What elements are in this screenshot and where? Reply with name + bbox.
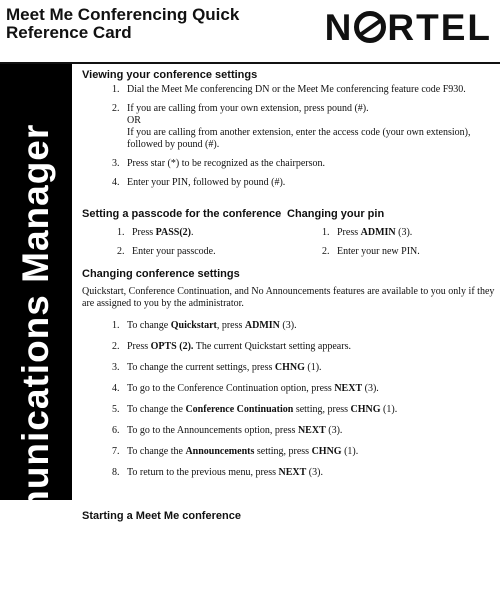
- step-number: 2.: [117, 246, 125, 257]
- key-label: NEXT: [278, 467, 307, 478]
- step-text: To return to the previous menu, press: [127, 467, 279, 478]
- list-item: [82, 103, 496, 151]
- key-label: PASS(2): [155, 227, 191, 238]
- list-item: [82, 446, 496, 458]
- step-text: Press star (*) to be recognized as the chairperson.: [127, 158, 325, 169]
- step-number: 2.: [112, 341, 120, 352]
- step-text: To go to the Conference Continuation option, press: [127, 383, 335, 394]
- step-number: 2.: [322, 246, 330, 257]
- section-title: Changing conference settings: [82, 268, 240, 280]
- step-list: [82, 320, 496, 479]
- key-label: NEXT: [334, 383, 363, 394]
- sidebar-banner: [0, 64, 72, 608]
- step-list: [287, 227, 492, 258]
- key-label: OPTS: [150, 341, 177, 352]
- section-title: Starting a Meet Me conference: [82, 510, 241, 522]
- key-label: NEXT: [297, 425, 326, 436]
- step-text: To change the current settings, press: [127, 362, 275, 373]
- step-number: 1.: [117, 227, 125, 238]
- list-item: [82, 84, 496, 96]
- list-item: [82, 383, 496, 395]
- list-item: [82, 362, 496, 374]
- step-number: 4.: [112, 177, 120, 188]
- step-text: Dial the Meet Me conferencing DN or the Meet Me conferencing feature code F930.: [127, 84, 466, 95]
- page-title: [6, 6, 306, 42]
- list-item: [82, 177, 496, 189]
- content-area: [82, 68, 496, 523]
- step-number: 2.: [112, 103, 120, 114]
- list-item: [82, 158, 496, 170]
- nortel-logo: N RTEL: [324, 7, 492, 48]
- section-passcode: [82, 207, 287, 258]
- step-text: To go to the Announcements option, press: [127, 425, 298, 436]
- list-item: [82, 404, 496, 416]
- section-viewing: [82, 68, 496, 189]
- step-number: 1.: [112, 84, 120, 95]
- key-label: Announcements: [185, 446, 255, 457]
- step-text: (3).: [306, 467, 323, 478]
- step-number: 5.: [112, 404, 120, 415]
- title-line-1: Meet Me Conferencing Quick: [6, 5, 240, 24]
- step-number: 3.: [112, 362, 120, 373]
- list-item: 1. Press PASS(2).: [117, 227, 194, 238]
- step-text: To change the: [127, 404, 186, 415]
- list-item: [82, 425, 496, 437]
- step-text: Enter your passcode.: [132, 246, 216, 257]
- key-label: (2).: [179, 341, 194, 352]
- step-text: If you are calling from your own extension, press pound (#).: [127, 103, 369, 114]
- step-number: 3.: [112, 158, 120, 169]
- list-item: [82, 341, 496, 353]
- step-text: setting, press: [254, 446, 312, 457]
- list-item: 1. Press ADMIN (3).: [322, 227, 413, 238]
- two-column-section: [82, 207, 496, 258]
- header-divider: [0, 62, 500, 64]
- step-text: (3).: [279, 320, 297, 331]
- step-or: OR: [127, 115, 141, 126]
- list-item: [82, 246, 287, 258]
- key-label: CHNG: [274, 362, 305, 373]
- step-text: (1).: [304, 362, 322, 373]
- step-text: (3).: [362, 383, 379, 394]
- section-pin: [287, 207, 492, 258]
- key-label: CHNG: [350, 404, 381, 415]
- step-list: [82, 227, 287, 258]
- key-label: Conference Continuation: [185, 404, 294, 415]
- title-line-2: Reference Card: [6, 23, 132, 42]
- section-title: Setting a passcode for the conference: [82, 208, 282, 220]
- step-number: 1.: [322, 227, 330, 238]
- step-number: 8.: [112, 467, 120, 478]
- step-text: If you are calling from another extension, enter the access code (your own extension), followed by pound (#).: [127, 127, 471, 150]
- step-text: The current Quickstart setting appears.: [193, 341, 351, 352]
- section-changing: [82, 267, 496, 479]
- key-label: Quickstart: [170, 320, 217, 331]
- step-text: , press: [216, 320, 245, 331]
- step-number: 4.: [112, 383, 120, 394]
- step-text: setting, press: [293, 404, 351, 415]
- list-item: [82, 467, 496, 479]
- sidebar-title: Communications Manager: [15, 123, 56, 608]
- section-title: Viewing your conference settings: [82, 69, 258, 81]
- step-text: To change the: [127, 446, 186, 457]
- step-text: (3).: [325, 425, 343, 436]
- key-label: CHNG: [311, 446, 342, 457]
- step-list: [82, 84, 496, 189]
- step-text: Press: [127, 341, 151, 352]
- key-label: ADMIN: [360, 227, 396, 238]
- step-number: 6.: [112, 425, 120, 436]
- key-label: ADMIN: [244, 320, 280, 331]
- section-intro: Quickstart, Conference Continuation, and No Announcements features are available to you only if they are assigned to you by the administrator.: [82, 286, 495, 309]
- step-number: 1.: [112, 320, 120, 331]
- step-number: 7.: [112, 446, 120, 457]
- step-text: (1).: [341, 446, 359, 457]
- section-title: Changing your pin: [287, 208, 385, 220]
- step-text: Enter your PIN, followed by pound (#).: [127, 177, 286, 188]
- step-text: (1).: [380, 404, 398, 415]
- list-item: [82, 320, 496, 332]
- step-text: To change: [127, 320, 171, 331]
- list-item: [287, 246, 492, 258]
- step-text: Enter your new PIN.: [337, 246, 420, 257]
